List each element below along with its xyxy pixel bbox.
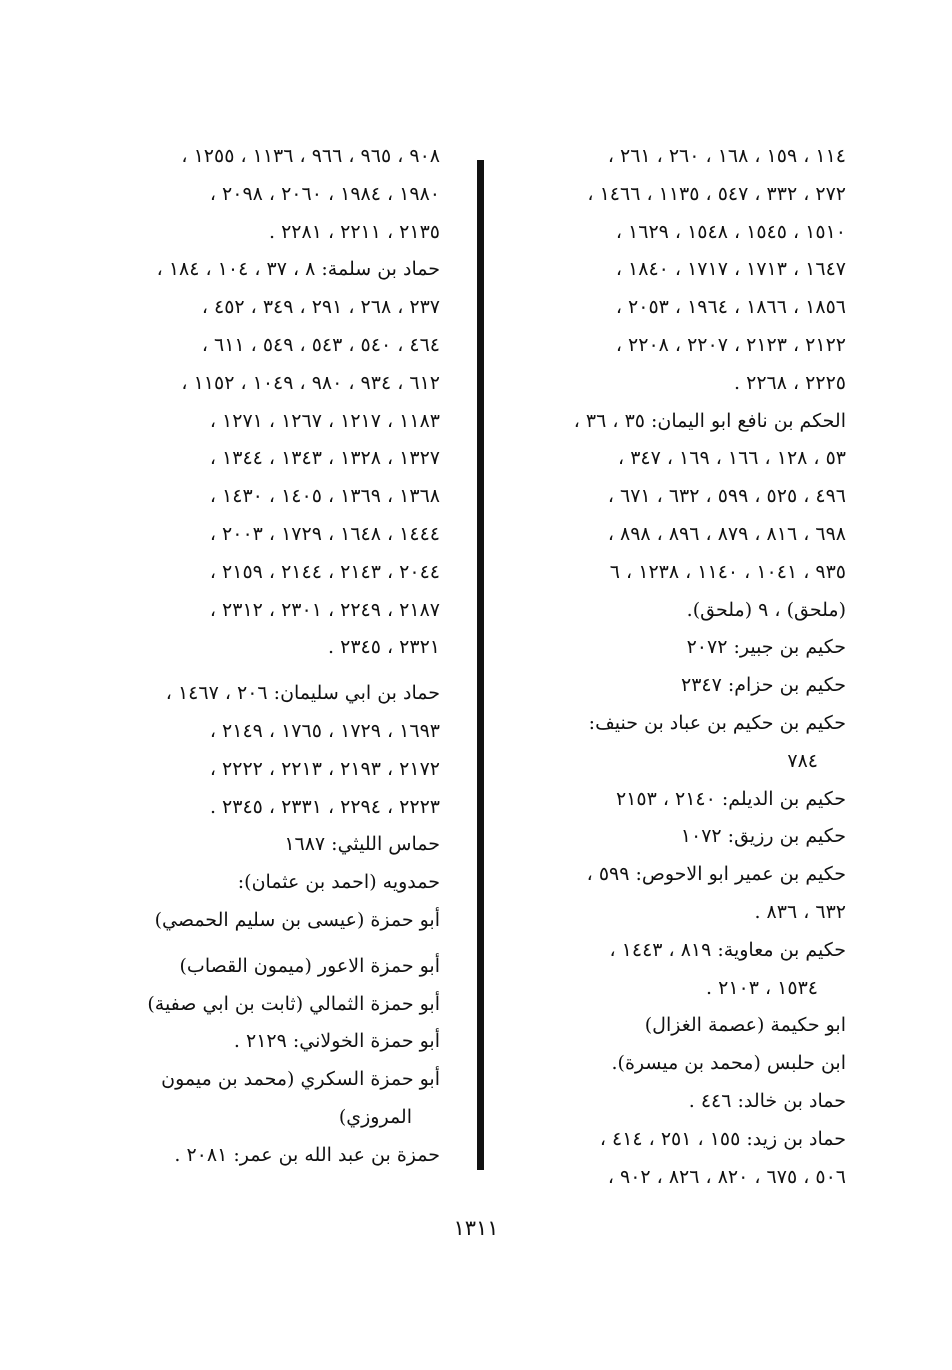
index-line: ٤٩٦ ، ٥٢٥ ، ٥٩٩ ، ٦٣٢ ، ٦٧١ ، [607,485,846,508]
index-line: ١٤٤٤ ، ١٦٤٨ ، ١٧٢٩ ، ٢٠٠٣ ، [209,522,440,545]
index-line: ٢١٧٢ ، ٢١٩٣ ، ٢٢١٣ ، ٢٢٢٢ ، [209,757,440,780]
index-line: ٢٢٢٥ ، ٢٢٦٨ . [734,371,846,394]
index-line: ٢٠٤٤ ، ٢١٤٣ ، ٢١٤٤ ، ٢١٥٩ ، [209,560,440,583]
index-line: ١٦٤٧ ، ١٧١٣ ، ١٧١٧ ، ١٨٤٠ ، [615,258,846,281]
index-line: حكيم بن حكيم بن عباد بن حنيف: [588,711,846,734]
right-column [501,138,846,1196]
index-line: حكيم بن رزيق: ١٠٧٢ [680,825,846,848]
index-line: أبو حمزة الاعور (ميمون القصاب) [179,954,440,977]
index-line: ٩٣٥ ، ١٠٤١ ، ١١٤٠ ، ١٢٣٨ ، ٦ [609,560,846,583]
index-line: ابو حكيمة (عصمة الغزال) [644,1014,846,1037]
index-line: حكيم بن معاوية: ٨١٩ ، ١٤٤٣ ، [609,938,846,961]
index-line: حماد بن زيد: ١٥٥ ، ٢٥١ ، ٤١٤ ، [599,1127,846,1150]
index-line: ٢١٨٧ ، ٢٢٤٩ ، ٢٣٠١ ، ٢٣١٢ ، [209,598,440,621]
index-line: ١٩٨٠ ، ١٩٨٤ ، ٢٠٦٠ ، ٢٠٩٨ ، [209,182,440,205]
index-line: ١١٨٣ ، ١٢١٧ ، ١٢٦٧ ، ١٢٧١ ، [209,409,440,432]
left-column [90,138,440,1175]
index-line: حمزة بن عبد الله بن عمر: ٢٠٨١ . [174,1143,440,1166]
index-line: ٢٣٧ ، ٢٦٨ ، ٢٩١ ، ٣٤٩ ، ٤٥٢ ، [201,296,440,319]
index-line: حمدويه (احمد بن عثمان): [237,871,440,894]
index-line: (ملحق) ، ٩ (ملحق). [686,598,846,621]
index-line: ١٥٣٤ ، ٢١٠٣ . [706,976,818,999]
index-line: ٢٣٢١ ، ٢٣٤٥ . [328,636,440,659]
index-line: ١٣٢٧ ، ١٣٢٨ ، ١٣٤٣ ، ١٣٤٤ ، [209,447,440,470]
index-line: أبو حمزة السكري (محمد بن ميمون [161,1068,440,1091]
index-line: ٥٣ ، ١٢٨ ، ١٦٦ ، ١٦٩ ، ٣٤٧ ، [618,447,846,470]
index-line: أبو حمزة الثمالي (ثابت بن ابي صفية) [147,992,440,1015]
index-line: ٢٧٢ ، ٣٣٢ ، ٥٤٧ ، ١١٣٥ ، ١٤٦٦ ، [587,182,846,205]
index-line: ١١٤ ، ١٥٩ ، ١٦٨ ، ٢٦٠ ، ٢٦١ ، [607,145,846,167]
index-line: حماد بن ابي سليمان: ٢٠٦ ، ١٤٦٧ ، [165,682,440,705]
index-line: المروزي) [338,1105,412,1128]
page-number: ١٣١١ [453,1216,499,1240]
column-divider [477,160,484,1170]
index-line: ١٨٥٦ ، ١٨٦٦ ، ١٩٦٤ ، ٢٠٥٣ ، [615,296,846,319]
index-line: حماد بن سلمة: ٨ ، ٣٧ ، ١٠٤ ، ١٨٤ ، [156,258,440,281]
index-line: أبو حمزة الخولاني: ٢١٢٩ . [233,1030,440,1053]
index-line: ١٥١٠ ، ١٥٤٥ ، ١٥٤٨ ، ١٦٢٩ ، [615,220,846,243]
index-line: ٩٠٨ ، ٩٦٥ ، ٩٦٦ ، ١١٣٦ ، ١٢٥٥ ، [181,145,440,167]
index-line: حماد بن خالد: ٤٤٦ . [688,1089,846,1112]
index-line: أبو حمزة (عيسى بن سليم الحمصي) [154,908,440,931]
index-line: ١٣٦٨ ، ١٣٦٩ ، ١٤٠٥ ، ١٤٣٠ ، [209,485,440,508]
index-line: ١٦٩٣ ، ١٧٢٩ ، ١٧٦٥ ، ٢١٤٩ ، [209,719,440,742]
index-line: ٢١٣٥ ، ٢٢١١ ، ٢٢٨١ . [268,220,440,243]
index-line: ٤٦٤ ، ٥٤٠ ، ٥٤٣ ، ٥٤٩ ، ٦١١ ، [201,333,440,356]
index-line: ٧٨٤ [787,749,818,772]
index-line: الحكم بن نافع ابو اليمان: ٣٥ ، ٣٦ ، [573,409,846,432]
index-line: حكيم بن الديلم: ٢١٤٠ ، ٢١٥٣ [615,787,846,810]
index-line: حكيم بن حزام: ٢٣٤٧ [681,674,846,697]
index-line: ٦١٢ ، ٩٣٤ ، ٩٨٠ ، ١٠٤٩ ، ١١٥٢ ، [181,371,440,394]
index-line: ٦٩٨ ، ٨١٦ ، ٨٧٩ ، ٨٩٦ ، ٨٩٨ ، [607,522,846,545]
index-line: ٥٠٦ ، ٦٧٥ ، ٨٢٠ ، ٨٢٦ ، ٩٠٢ ، [607,1165,846,1188]
index-line: ٦٣٢ ، ٨٣٦ . [754,900,846,923]
index-line: ٢٢٢٣ ، ٢٢٩٤ ، ٢٣٣١ ، ٢٣٤٥ . [209,795,440,818]
index-line: حكيم بن عمير ابو الاحوص: ٥٩٩ ، [586,863,846,886]
index-line: ٢١٢٢ ، ٢١٢٣ ، ٢٢٠٧ ، ٢٢٠٨ ، [615,333,846,356]
index-line: حماس الليثي: ١٦٨٧ [284,833,440,856]
index-line: ابن حلبس (محمد بن ميسرة). [611,1052,846,1075]
index-line: حكيم بن جبير: ٢٠٧٢ [686,636,846,659]
